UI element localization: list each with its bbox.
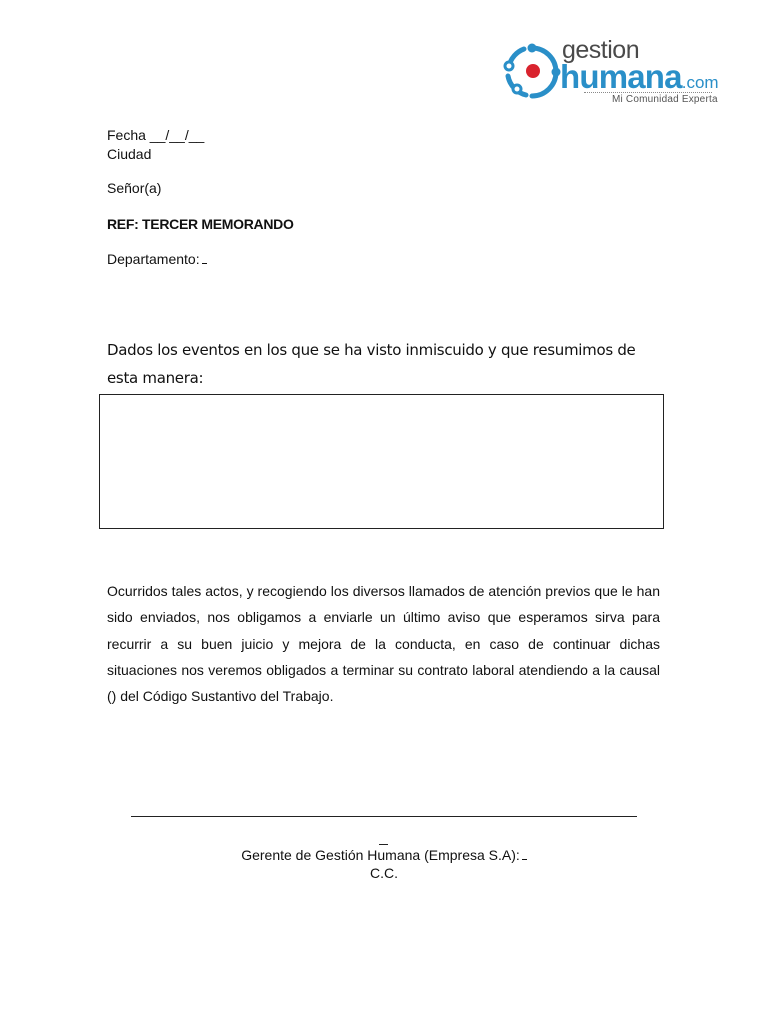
- department-line: [107, 250, 207, 268]
- logo-mark-icon: [502, 42, 562, 102]
- department-label: Departamento:: [107, 251, 200, 267]
- company-logo: [502, 38, 722, 110]
- signature-dash: [379, 844, 388, 845]
- signature-id-line: C.C.: [370, 865, 398, 881]
- logo-tagline: Mi Comunidad Experta: [612, 94, 718, 105]
- reference-line: REF: TERCER MEMORANDO: [107, 216, 294, 232]
- salutation: Señor(a): [107, 180, 162, 196]
- logo-humana-text: humana: [560, 58, 682, 95]
- logo-dotted-rule: [584, 92, 712, 93]
- signature-line: [131, 816, 637, 817]
- signature-title: Gerente de Gestión Humana (Empresa S.A):: [241, 847, 520, 863]
- date-line: Fecha __/__/__: [107, 127, 205, 143]
- intro-paragraph: Dados los eventos en los que se ha visto inmiscuido y que resumimos de esta manera:: [107, 341, 636, 387]
- logo-domain-suffix: .com: [681, 73, 719, 92]
- main-paragraph: Ocurridos tales actos, y recogiendo los diversos llamados de atención previos que le han sido enviados, nos obligamos a enviarle un último aviso que esperamos sirva para recurrir a su buen juicio y mejora de la conducta, en caso de continuar dichas situaciones nos veremos obligados a terminar su contrato laboral atendiendo a la causal () del Código Sustantivo del Trabajo.: [107, 583, 660, 705]
- signature-blank: [522, 847, 527, 860]
- logo-word-humana: [560, 58, 719, 96]
- department-blank: [202, 251, 207, 264]
- logo-word-gestion: gestion: [562, 36, 640, 64]
- city-line: Ciudad: [107, 146, 152, 162]
- events-summary-box: [99, 394, 664, 529]
- signature-title-line: [0, 846, 768, 864]
